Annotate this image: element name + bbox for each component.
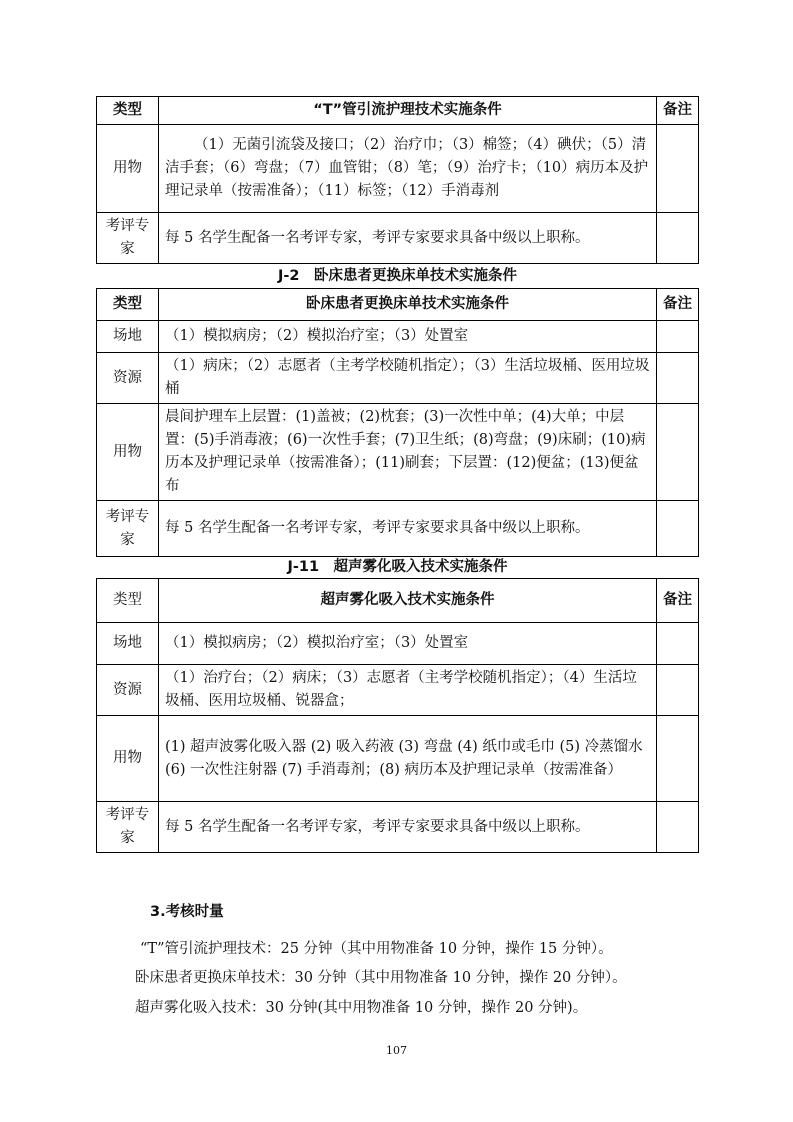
section-title: 3.考核时量 (150, 904, 224, 920)
row-note (657, 404, 699, 501)
row-type: 考评专家 (97, 802, 159, 853)
row-note (657, 501, 699, 557)
header-type: 类型 (97, 289, 159, 321)
row-content: （1）治疗台；（2）病床；（3）志愿者（主考学校随机指定）；（4）生活垃圾桶、医用垃圾桶、锐器盒； (159, 665, 657, 716)
row-content: （1）模拟病房；（2）模拟治疗室；（3）处置室 (159, 623, 657, 665)
duration-line: 超声雾化吸入技术：30 分钟(其中用物准备 10 分钟，操作 20 分钟)。 (135, 1000, 588, 1016)
row-type: 考评专家 (97, 213, 159, 264)
row-note (657, 353, 699, 404)
row-note (657, 321, 699, 353)
duration-line: “T”管引流护理技术：25 分钟（其中用物准备 10 分钟，操作 15 分钟）。 (140, 941, 613, 957)
row-type: 场地 (97, 321, 159, 353)
t-tube-conditions-table (96, 96, 699, 264)
page-number: 107 (386, 1044, 407, 1057)
row-note (657, 665, 699, 716)
row-content: （1）无菌引流袋及接口；（2）治疗巾；（3）棉签；（4）碘伏；（5）清洁手套；（6）弯盘；（7）血管钳；（8）笔；（9）治疗卡；（10）病历本及护理记录单（按需准备）；（11）标签；（12）手消毒剂 (159, 125, 657, 213)
row-content: 晨间护理车上层置：(1)盖被；(2)枕套；(3)一次性中单；(4)大单；中层置：(5)手消毒液；(6)一次性手套；(7)卫生纸；(8)弯盘；(9)床刷；(10)病历本及护理记录单（按需准备）；(11)刷套；下层置：(12)便盆；(13)便盆布 (159, 404, 657, 501)
row-type: 场地 (97, 623, 159, 665)
row-type: 资源 (97, 353, 159, 404)
nebulization-conditions-table (96, 578, 699, 853)
row-content: （1）模拟病房；（2）模拟治疗室；（3）处置室 (159, 321, 657, 353)
row-content: 每 5 名学生配备一名考评专家，考评专家要求具备中级以上职称。 (159, 802, 657, 853)
row-content: （1）病床；（2）志愿者（主考学校随机指定）；（3）生活垃圾桶、医用垃圾桶 (159, 353, 657, 404)
header-note: 备注 (657, 289, 699, 321)
table-caption-j11: J-11 超声雾化吸入技术实施条件 (287, 559, 508, 575)
row-content: 每 5 名学生配备一名考评专家，考评专家要求具备中级以上职称。 (159, 213, 657, 264)
header-type: 类型 (97, 579, 159, 623)
header-title: 超声雾化吸入技术实施条件 (159, 579, 657, 623)
row-note (657, 716, 699, 802)
row-type: 用物 (97, 404, 159, 501)
row-content: (1) 超声波雾化吸入器 (2) 吸入药液 (3) 弯盘 (4) 纸巾或毛巾 (5) 冷蒸馏水 (6) 一次性注射器 (7) 手消毒剂；(8) 病历本及护理记录单（按需准备） (159, 716, 657, 802)
header-title: 卧床患者更换床单技术实施条件 (159, 289, 657, 321)
row-content: 每 5 名学生配备一名考评专家，考评专家要求具备中级以上职称。 (159, 501, 657, 557)
row-type: 考评专家 (97, 501, 159, 557)
table-caption-j2: J-2 卧床患者更换床单技术实施条件 (277, 268, 517, 284)
header-note: 备注 (657, 97, 699, 125)
row-type: 用物 (97, 716, 159, 802)
row-type: 用物 (97, 125, 159, 213)
header-type: 类型 (97, 97, 159, 125)
row-note (657, 802, 699, 853)
header-title: “T”管引流护理技术实施条件 (159, 97, 657, 125)
bed-change-conditions-table (96, 288, 699, 557)
row-note (657, 125, 699, 213)
row-note (657, 623, 699, 665)
row-note (657, 213, 699, 264)
row-type: 资源 (97, 665, 159, 716)
header-note: 备注 (657, 579, 699, 623)
duration-line: 卧床患者更换床单技术：30 分钟（其中用物准备 10 分钟，操作 20 分钟）。 (135, 970, 627, 986)
